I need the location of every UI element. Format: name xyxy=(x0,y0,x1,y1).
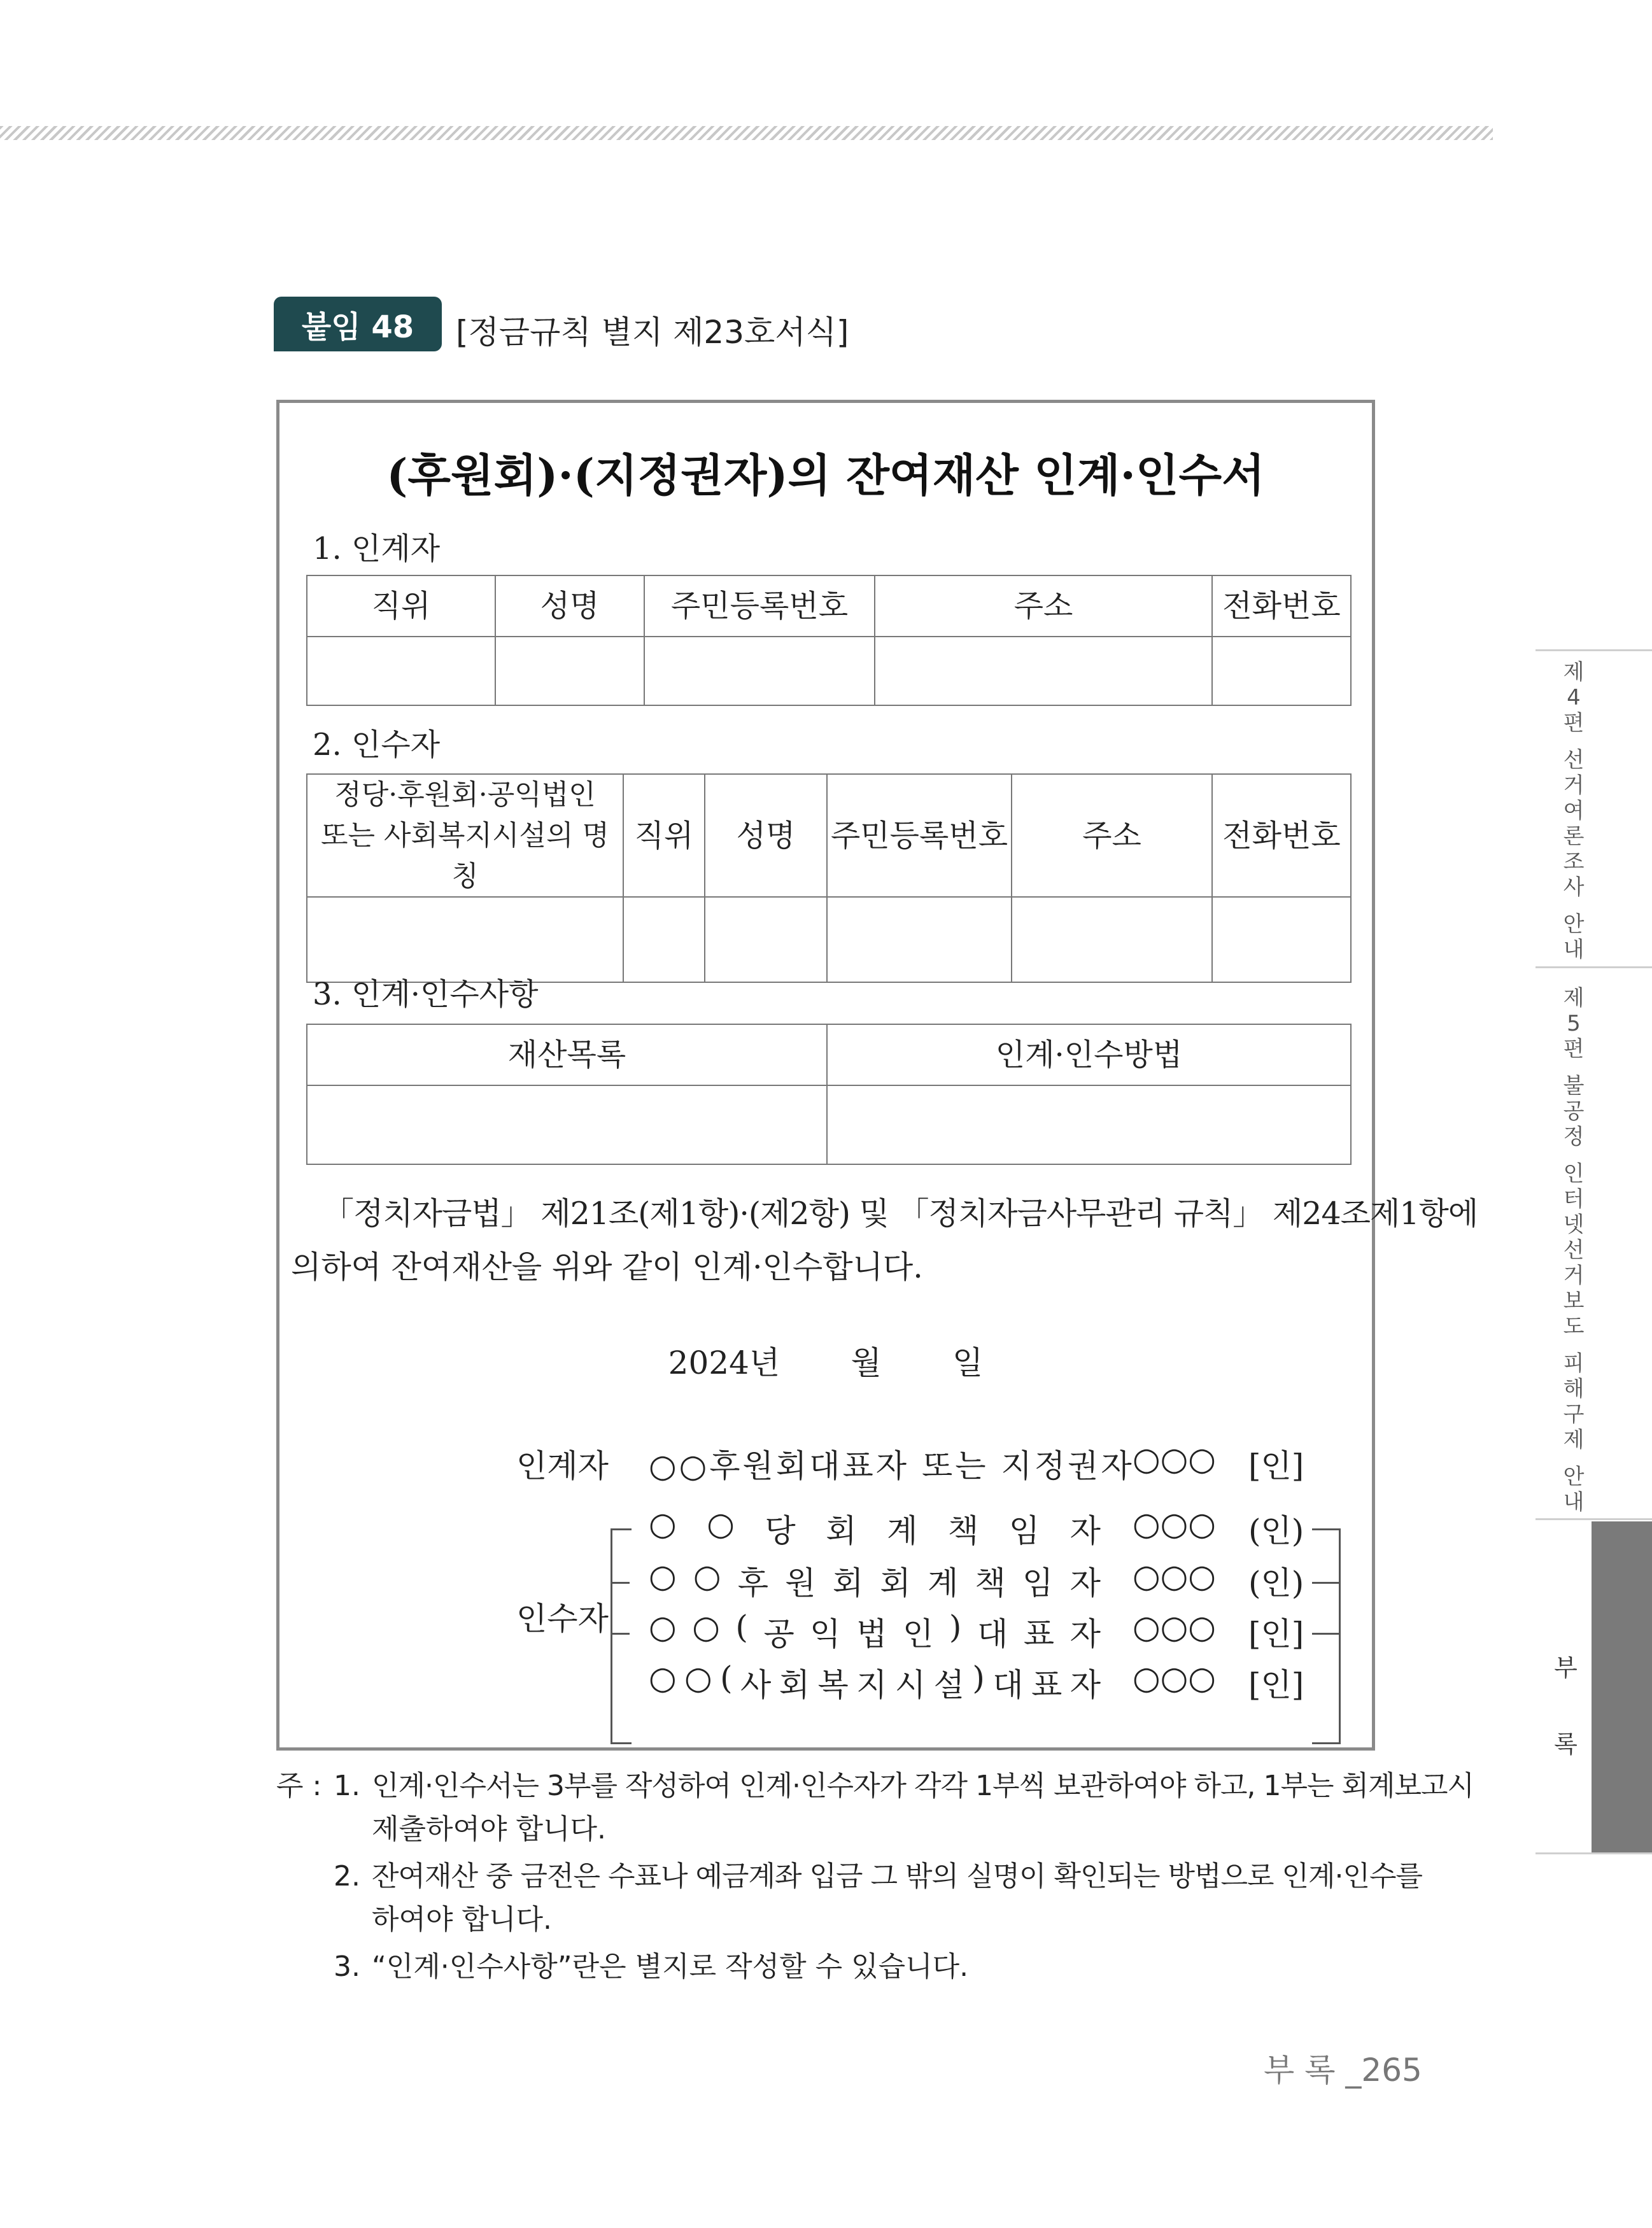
side-divider xyxy=(1536,966,1652,968)
right-bracket-tick xyxy=(1312,1633,1339,1635)
attachment-badge: 붙임 48 xyxy=(274,297,442,351)
input-cell[interactable] xyxy=(1212,897,1351,982)
input-cell[interactable] xyxy=(827,897,1012,982)
transferee-table xyxy=(306,773,1352,983)
form-title: (후원회)·(지정권자)의 잔여재산 인계·인수서 xyxy=(386,449,1265,502)
transferee-row-4-seal[interactable]: [인] xyxy=(1248,1667,1304,1703)
input-cell[interactable] xyxy=(1012,897,1212,982)
transferee-row-4-name: ○ ○ ( 사 회 복 지 시 설 ) 대 표 자 xyxy=(649,1660,1101,1703)
col-address: 주소 xyxy=(875,575,1212,637)
note-item xyxy=(276,1855,1422,1942)
org-col-line2: 또는 사회복지시설의 명칭 xyxy=(320,819,609,892)
col-position: 직위 xyxy=(623,774,705,897)
org-col-line1: 정당·후원회·공익법인 xyxy=(334,779,596,811)
input-cell[interactable] xyxy=(827,1085,1351,1164)
input-cell[interactable] xyxy=(495,637,644,705)
right-bracket-tick xyxy=(1312,1582,1339,1584)
section3-label: 3. 인계·인수사항 xyxy=(313,977,539,1012)
transferee-row-3-seal[interactable]: [인] xyxy=(1248,1616,1304,1653)
col-phone: 전화번호 xyxy=(1212,575,1351,637)
transferee-row-2-placeholder: ○○○ xyxy=(1133,1558,1216,1595)
transferee-row-4-placeholder: ○○○ xyxy=(1133,1660,1216,1696)
note-item xyxy=(276,1945,1378,1989)
input-cell[interactable] xyxy=(705,897,827,982)
date-line: 2024년 월 일 xyxy=(668,1344,984,1381)
col-position: 직위 xyxy=(307,575,495,637)
note-number: 2. xyxy=(334,1860,360,1893)
legal-basis-text xyxy=(291,1187,1478,1294)
col-phone: 전화번호 xyxy=(1212,774,1351,897)
transferor-label: 인계자 xyxy=(516,1448,609,1484)
left-bracket xyxy=(611,1528,632,1744)
notes-prefix: 주 : xyxy=(276,1770,322,1802)
left-bracket-tick xyxy=(611,1633,630,1635)
input-cell[interactable] xyxy=(307,1085,827,1164)
col-transfer-method: 인계·인수방법 xyxy=(827,1024,1351,1085)
legal-line1: 「정치자금법」 제21조(제1항)·(제2항) 및 「정치자금사무관리 규칙」 제24조제1항에 xyxy=(323,1195,1478,1232)
note-text: 하여야 합니다. xyxy=(372,1903,552,1936)
transferee-row-1-name: ○ ○ 당 회 계 책 임 자 xyxy=(649,1505,1101,1549)
left-bracket-tick xyxy=(611,1582,630,1584)
legal-line2: 의하여 잔여재산을 위와 같이 인계·인수합니다. xyxy=(291,1249,923,1285)
transfer-items-table xyxy=(306,1024,1352,1165)
col-name: 성명 xyxy=(705,774,827,897)
transferee-row-1-placeholder: ○○○ xyxy=(1133,1505,1216,1542)
active-tab-marker xyxy=(1592,1521,1652,1852)
transferor-table xyxy=(306,575,1352,706)
col-name: 성명 xyxy=(495,575,644,637)
side-tab-part4[interactable]: 제 4 편 선 거 여 론 조 사 안 내 xyxy=(1563,659,1585,962)
transferee-row-3-name: ○ ○ ( 공 익 법 인 ) 대 표 자 xyxy=(649,1609,1101,1653)
transferee-row-2-name: ○ ○ 후 원 회 회 계 책 임 자 xyxy=(649,1558,1101,1602)
page-footer: 부 록 _265 xyxy=(1264,2052,1422,2089)
side-tab-part5[interactable]: 제 5 편 불 공 정 인 터 넷 선 거 보 도 피 해 구 제 안 내 xyxy=(1563,985,1585,1515)
transferor-seal[interactable]: [인] xyxy=(1248,1448,1304,1484)
col-org-name xyxy=(307,774,623,897)
transferee-label: 인수자 xyxy=(516,1600,609,1637)
input-cell[interactable] xyxy=(644,637,875,705)
input-cell[interactable] xyxy=(1212,637,1351,705)
col-property-list: 재산목록 xyxy=(307,1024,827,1085)
input-cell[interactable] xyxy=(307,637,495,705)
side-tab-appendix[interactable]: 부 록 xyxy=(1554,1654,1578,1758)
side-divider xyxy=(1536,649,1652,651)
transferor-name: ○○후원회대표자 또는 지정권자 xyxy=(649,1448,1134,1484)
note-text: 잔여재산 중 금전은 수표나 예금계좌 입금 그 밖의 실명이 확인되는 방법으로 인계·인수를 xyxy=(372,1860,1422,1893)
input-cell[interactable] xyxy=(875,637,1212,705)
side-divider xyxy=(1536,1518,1652,1520)
note-item xyxy=(276,1765,1474,1851)
transferee-row-2-seal[interactable]: (인) xyxy=(1248,1565,1304,1602)
col-rrn: 주민등록번호 xyxy=(644,575,875,637)
col-rrn: 주민등록번호 xyxy=(827,774,1012,897)
note-text: 인계·인수서는 3부를 작성하여 인계·인수자가 각각 1부씩 보관하여야 하고, 1부는 회계보고시 xyxy=(372,1770,1474,1802)
note-number: 3. xyxy=(334,1950,360,1983)
note-text: “인계·인수사항”란은 별지로 작성할 수 있습니다. xyxy=(372,1950,969,1983)
note-number: 1. xyxy=(334,1770,360,1802)
form-box xyxy=(276,400,1478,1751)
input-cell[interactable] xyxy=(623,897,705,982)
notes xyxy=(276,1765,1474,1989)
transferee-row-3-placeholder: ○○○ xyxy=(1133,1609,1216,1646)
section1-label: 1. 인계자 xyxy=(313,531,441,567)
right-bracket xyxy=(1312,1528,1341,1744)
transferee-row-1-seal[interactable]: (인) xyxy=(1248,1512,1304,1549)
form-reference: [정금규칙 별지 제23호서식] xyxy=(456,314,849,351)
decorative-top-hatch xyxy=(0,126,1493,140)
note-text: 제출하여야 합니다. xyxy=(372,1813,607,1845)
col-address: 주소 xyxy=(1012,774,1212,897)
section2-label: 2. 인수자 xyxy=(313,727,441,763)
transferor-placeholder: ○○○ xyxy=(1133,1441,1216,1477)
side-divider xyxy=(1536,1852,1652,1854)
